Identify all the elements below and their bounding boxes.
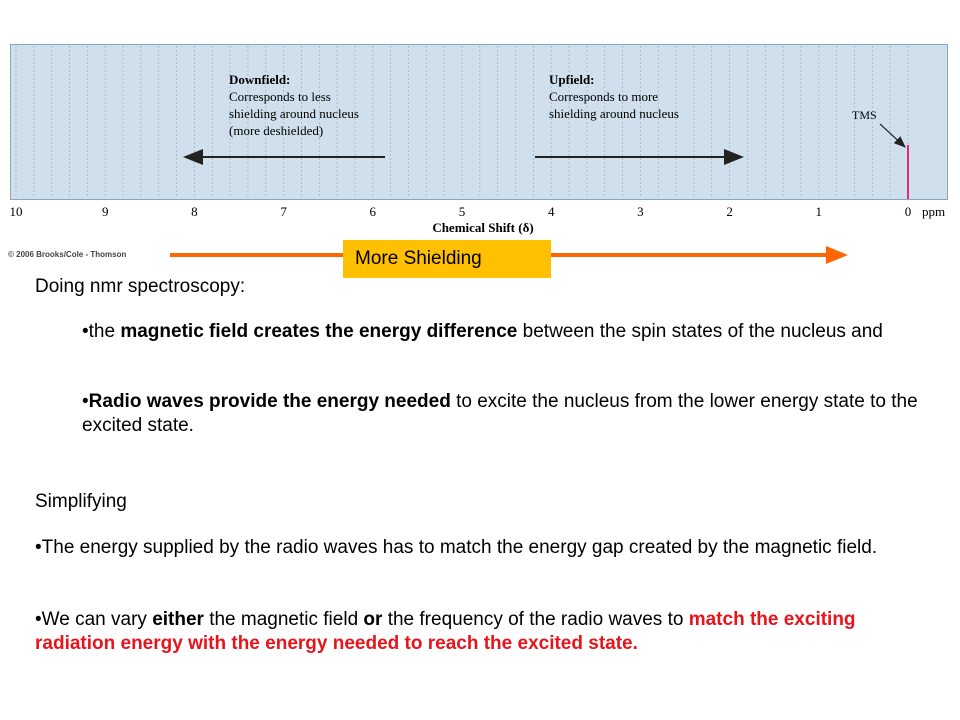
bullet-prefix: •the (82, 321, 121, 342)
axis-tick-label: 10 (9, 204, 23, 219)
bullet-rest: between the spin states of the nucleus and (517, 321, 883, 342)
spectrum-grid (16, 46, 908, 198)
upfield-line: Corresponds to more (549, 89, 659, 104)
axis-tick-label: 6 (369, 204, 377, 219)
bullet-vary (35, 608, 935, 656)
axis-tick-label: 0 (904, 204, 912, 219)
upfield-title: Upfield: (549, 72, 595, 87)
axis-tick-label: 4 (547, 204, 555, 219)
bullet-magnetic-field (82, 320, 932, 344)
axis-tick-label: 3 (637, 204, 644, 219)
axis-ticks (10, 204, 912, 219)
axis-tick-label: 9 (101, 204, 109, 219)
text-run: the frequency of the radio waves to (382, 609, 689, 630)
text-run: •We can vary (35, 609, 153, 630)
simplifying-heading: Simplifying (35, 491, 127, 512)
more-shielding-label: More Shielding (343, 240, 551, 278)
bold-run: either (152, 609, 204, 630)
more-shielding-arrowhead (826, 246, 848, 264)
bullet-emphasis: magnetic field creates the energy difference (120, 321, 518, 342)
downfield-line: Corresponds to less (229, 89, 331, 104)
bullet-energy-match: •The energy supplied by the radio waves has to match the energy gap created by the magnetic field. (35, 537, 878, 558)
upfield-line: shielding around nucleus (549, 106, 679, 121)
axis-unit: ppm (922, 204, 946, 219)
tms-pointer-arrow (880, 124, 905, 147)
axis-title: Chemical Shift (δ) (432, 220, 534, 235)
downfield-title: Downfield: (229, 72, 291, 87)
text-run: the magnetic field (203, 609, 364, 630)
bold-run: or (363, 609, 383, 630)
downfield-line: (more deshielded) (229, 123, 324, 138)
axis-tick-label: 8 (191, 204, 198, 219)
bullet-emphasis: Radio waves provide the energy needed (88, 391, 451, 412)
bullet-radio-waves (82, 390, 932, 438)
bullet-rest: to excite the nucleus from the lower energy state to the excited state. (82, 391, 918, 436)
red-emphasis-run: match the exciting radiation energy with the energy needed to reach the excited state. (35, 609, 856, 654)
downfield-line: shielding around nucleus (229, 106, 359, 121)
axis-tick-label: 5 (458, 204, 466, 219)
bullet-prefix: • (82, 391, 89, 412)
axis-tick-label: 1 (815, 204, 823, 219)
axis-tick-label: 7 (280, 204, 287, 219)
intro-text: Doing nmr spectroscopy: (35, 276, 246, 297)
tms-label: TMS (852, 108, 877, 122)
copyright-notice: © 2006 Brooks/Cole - Thomson (8, 250, 127, 259)
axis-tick-label: 2 (726, 204, 733, 219)
